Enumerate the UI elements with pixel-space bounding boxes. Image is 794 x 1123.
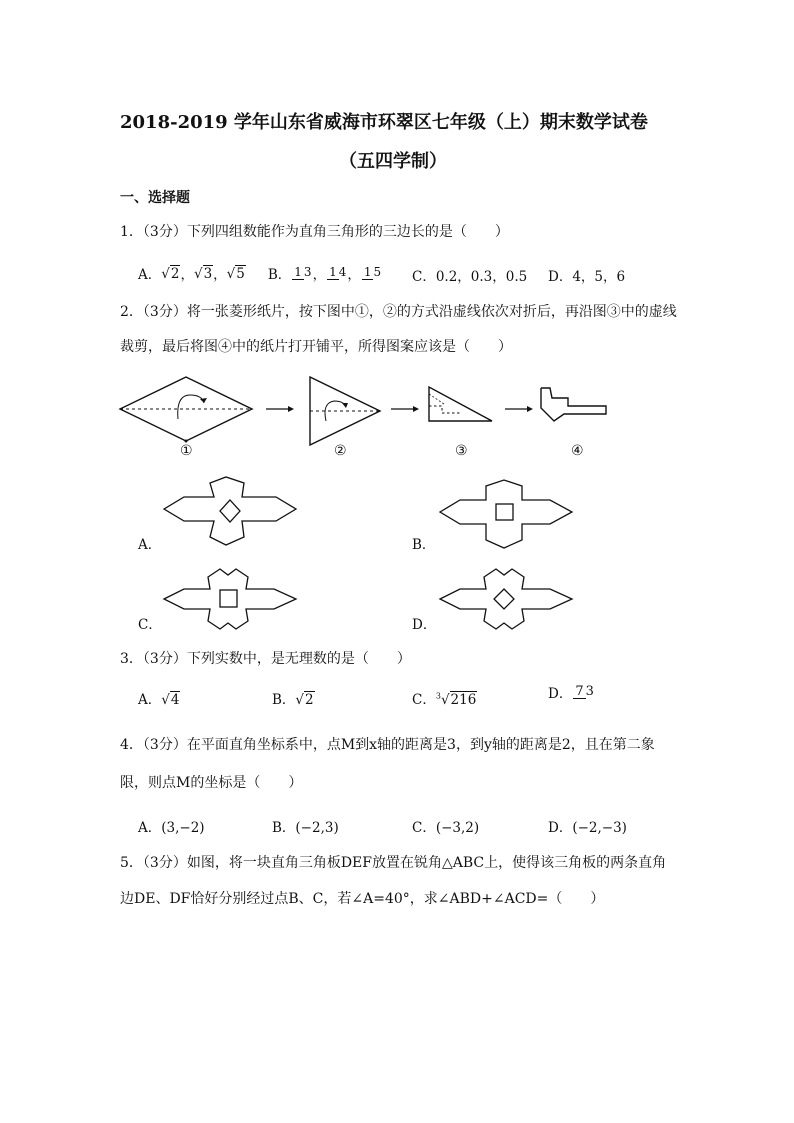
q4-stem-line2: 限，则点M的坐标是（ ） bbox=[120, 775, 303, 791]
q4-option-d: D．(−2,−3) bbox=[548, 820, 627, 836]
folding-figure-3 bbox=[426, 384, 496, 424]
q3-option-d: D． 7 3 bbox=[548, 683, 594, 702]
page-subtitle: （五四学制） bbox=[339, 151, 447, 172]
q2-option-d-figure bbox=[438, 565, 573, 635]
q2-stem-line2: 裁剪，最后将图④中的纸片打开铺平，所得图案应该是（ ） bbox=[120, 339, 512, 355]
q4-option-a: A．(3,−2) bbox=[138, 820, 205, 836]
q4-stem-line1: 4．（3分）在平面直角坐标系中，点M到x轴的距离是3，到y轴的距离是2，且在第二象 bbox=[120, 737, 655, 753]
q1-option-a-sqrt5: √5 bbox=[226, 265, 245, 282]
folding-figure-4 bbox=[538, 384, 610, 424]
q1-option-b-frac3: 1 5 bbox=[363, 265, 382, 280]
figure-label-1: ① bbox=[180, 443, 193, 459]
q2-option-b-label: B． bbox=[412, 537, 436, 553]
section-heading-choice: 一、选择题 bbox=[120, 190, 190, 206]
arrow-2 bbox=[391, 404, 419, 414]
q2-option-c-figure bbox=[162, 565, 297, 635]
q1-option-b-label: B． bbox=[267, 267, 292, 283]
figure-label-2: ② bbox=[334, 443, 347, 459]
figure-label-3: ③ bbox=[455, 443, 468, 459]
q3-stem: 3．（3分）下列实数中，是无理数的是（ ） bbox=[120, 651, 411, 667]
figure-label-4: ④ bbox=[571, 443, 584, 459]
q1-option-a-label: A． bbox=[138, 267, 162, 283]
q1-option-b-frac1: 1 3 bbox=[294, 265, 312, 280]
q3-option-c: C．$^3$√216 bbox=[412, 691, 477, 708]
q1-option-d: D．4，5，6 bbox=[548, 269, 626, 285]
q2-option-c-label: C． bbox=[138, 617, 162, 633]
q2-stem-line1: 2．（3分）将一张菱形纸片，按下图中①，②的方式沿虚线依次对折后，再沿图③中的虚线 bbox=[120, 304, 677, 320]
q1-stem: 1．（3分）下列四组数能作为直角三角形的三边长的是（ ） bbox=[120, 224, 509, 240]
q5-stem-line2: 边DE、DF恰好分别经过点B、C，若∠A=40°，求∠ABD+∠ACD=（ ） bbox=[120, 891, 605, 907]
page-title: 2018-2019 学年山东省威海市环翠区七年级（上）期末数学试卷 bbox=[120, 112, 648, 133]
q2-option-a-figure bbox=[162, 475, 297, 547]
q1-option-b-frac2: 1 4 bbox=[329, 265, 347, 280]
q3-option-a: A．√4 bbox=[138, 692, 180, 708]
q1-option-a-sqrt2: √2 bbox=[161, 265, 180, 282]
q1-option-a-sqrt3: √3 bbox=[193, 265, 213, 282]
q1-options: A． √2 ， √3 ， √5 B． 1 3 ， 1 4 ， 1 5 bbox=[138, 258, 382, 288]
arrow-3 bbox=[505, 404, 533, 414]
q1-option-c: C．0.2，0.3，0.5 bbox=[412, 269, 528, 285]
q2-option-b-figure bbox=[438, 478, 573, 550]
q4-option-c: C．(−3,2) bbox=[412, 820, 480, 836]
q2-option-d-label: D． bbox=[412, 617, 437, 633]
arrow-1 bbox=[266, 404, 294, 414]
folding-figure-1 bbox=[118, 375, 258, 445]
q5-stem-line1: 5．（3分）如图，将一块直角三角板DEF放置在锐角△ABC上，使得该三角板的两条直角 bbox=[120, 855, 667, 871]
q2-option-a-label: A． bbox=[138, 537, 162, 553]
q4-option-b: B．(−2,3) bbox=[272, 820, 339, 836]
q3-option-b: B．√2 bbox=[272, 692, 314, 708]
folding-figure-2 bbox=[306, 375, 386, 447]
